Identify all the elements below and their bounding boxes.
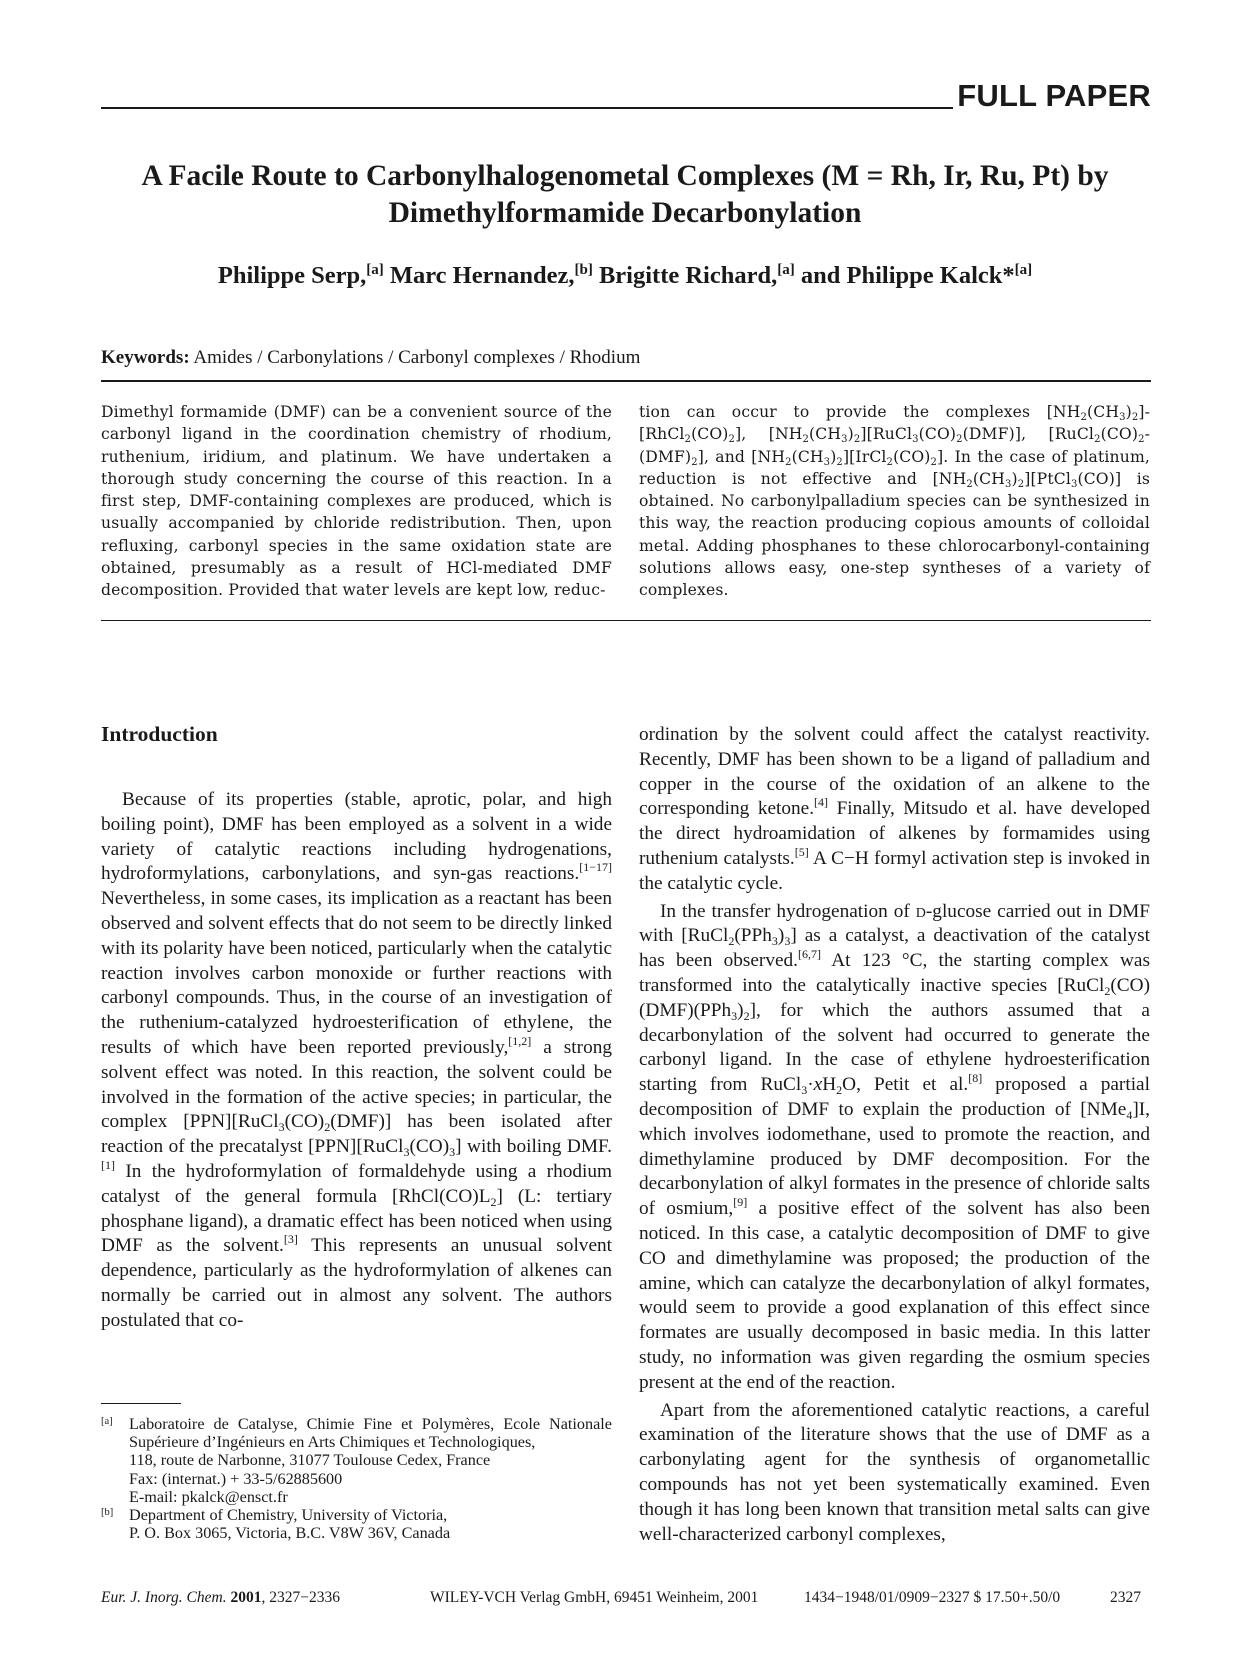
journal-name: Eur. J. Inorg. Chem. — [101, 1589, 227, 1606]
author-affiliation-mark: [a] — [366, 262, 384, 278]
footer-publisher: WILEY-VCH Verlag GmbH, 69451 Weinheim, 2001 — [430, 1589, 759, 1606]
footnote-mark: [b] — [101, 1507, 114, 1519]
article-type-label: FULL PAPER — [957, 78, 1151, 113]
formula: $RuCl_3\cdot xH_2O$ — [760, 1074, 857, 1098]
keywords-label: Keywords: — [101, 347, 190, 368]
abstract-left-column: Dimethyl formamide (DMF) can be a convenient source of the carbonyl ligand in the coordination chemistry of rhodium, ruthenium, iridium, and platinum. We have undertaken a thorough study concerning the course of this reaction. In a first step, DMF-containing complexes are produced, which is usually accompanied by chloride redistribution. Then, upon refluxing, carbonyl species in the same oxidation state are obtained, presumably as a result of HCl-mediated DMF decomposition. Provided that water levels are kept low, reduc- — [101, 403, 612, 600]
author-list — [95, 262, 1155, 290]
citation: [8] — [968, 1071, 983, 1086]
running-header — [101, 76, 1151, 116]
citation: [1−17] — [579, 860, 612, 875]
footnote-line: 118, route de Narbonne, 31077 Toulouse Cedex, France — [129, 1451, 491, 1470]
journal-year: 2001 — [230, 1589, 262, 1606]
footnote-email: E-mail: pkalck@ensct.fr — [129, 1487, 288, 1506]
title-line-2: Dimethylformamide Decarbonylation — [388, 197, 862, 229]
formula: $[RhCl(CO)L_2]$ — [391, 1185, 503, 1209]
author-affiliation-mark: [a] — [1014, 262, 1033, 278]
footnote-a — [101, 1415, 612, 1506]
footnote-line: Department of Chemistry, University of Victoria, — [129, 1506, 448, 1525]
formula: $[NH_2(CH_3)_2][PtCl_3(CO)]$ — [932, 469, 1122, 490]
body-left-column — [101, 788, 612, 1334]
author-affiliation-mark: [b] — [574, 262, 593, 278]
paragraph: Apart from the aforementioned catalytic reactions, a careful examination of the literature shows that the use of DMF as a carbonylating agent for the synthesis of organometallic compounds has not yet been systematically examined. Even though it has long been known that transition metal salts can give well-characterized carbonyl complexes, — [639, 1399, 1150, 1545]
abstract-text: and — [715, 447, 746, 466]
citation: [9] — [733, 1195, 748, 1210]
citation: [3] — [283, 1232, 298, 1247]
formula: $[NH_2(CH_3)_2][IrCl_2(CO)_2]$ — [751, 447, 944, 468]
footnote-b — [101, 1506, 612, 1542]
formula: $[PPN][RuCl_3(CO)_3]$ — [308, 1136, 462, 1160]
footnote-line: Laboratoire de Catalyse, Chimie Fine et Polymères, Ecole Nationale Supérieure d’Ingénieurs en Arts Chimiques et Technologiques, — [129, 1415, 612, 1452]
formula: $[NH_2(CH_3)_2][RuCl_3(CO)_2(DMF)]$ — [768, 425, 1022, 446]
footnote-line: P. O. Box 3065, Victoria, B.C. V8W 36V, Canada — [129, 1524, 451, 1543]
author-affiliation-mark: [a] — [777, 262, 795, 278]
author-name: Brigitte Richard, — [598, 262, 778, 289]
footnote-rule — [101, 1403, 181, 1404]
author-name: and Philippe Kalck* — [800, 262, 1015, 289]
abstract-text: is obtained. No carbonylpalladium species can be synthesized in this way, the reaction producing copious amounts of colloidal metal. Adding phosphanes to these chlorocarbonyl-containing solutions allows easy, one-step syntheses of a variety of complexes. — [639, 469, 1151, 600]
formula: $[PPN][RuCl_3(CO)_2(DMF)]$ — [183, 1111, 392, 1135]
citation: [6,7] — [798, 947, 821, 962]
abstract-text: tion can occur to provide the complexes — [639, 403, 1031, 421]
page-number: 2327 — [1110, 1589, 1141, 1606]
footer-issn-code: 1434−1948/01/0909−2327 $ 17.50+.50/0 — [804, 1589, 1061, 1606]
abstract-top-rule — [101, 380, 1151, 382]
author-name: Philippe Serp, — [217, 262, 367, 289]
affiliation-footnotes — [101, 1415, 612, 1542]
footnote-mark: [a] — [101, 1416, 113, 1427]
footer-citation — [101, 1589, 340, 1607]
formula: $[RuCl_2(PPh_3)_3]$ — [681, 925, 797, 949]
formula: [NMe$_4$]I — [1080, 1098, 1146, 1122]
author-name: Marc Hernandez, — [389, 262, 575, 289]
paragraph: Because of its properties (stable, aprotic, polar, and high boiling point), DMF has been employed as a solvent in a wide variety of catalytic reactions including hydrogenations, hydroformylations, carbonylations, and syn-gas reactions.[1−17] Nevertheless, in some cases, its implication as a reactant has been observed and solvent effects that do not seem to be directly linked with its polarity have been noticed, particularly when the catalytic reaction involves carbon monoxide or further reactions with carbonyl compounds. Thus, in the course of an investigation of the ruthenium-catalyzed hydroesterification of ethylene, the results of which have been reported previously,[1,2] a strong solvent effect was noted. In this reaction, the solvent could be involved in the formation of the active species; in particular, the complex $[PPN][RuCl_3(CO)_2(DMF)]$ has been isolated after reaction of the precatalyst $[PPN][RuCl_3(CO)_3]$ with boiling DMF.[1] In the hydroformylation of formaldehyde using a rhodium catalyst of the general formula $[RhCl(CO)L_2]$ (L: tertiary phosphane ligand), a dramatic effect has been noticed when using DMF as the solvent.[3] This represents an unusual solvent dependence, particularly as the hydroformylation of alkenes can normally be carried out in almost any solvent. The authors postulated that co- — [101, 789, 612, 1331]
formula: $[NH_2(CH_3)_2]-[RhCl_2(CO)_2]$ — [639, 403, 1150, 446]
citation: [5] — [794, 844, 809, 859]
paragraph: ordination by the solvent could affect the catalyst reactivity. Recently, DMF has been shown to be a ligand of palladium and copper in the course of the oxidation of an alkene to the corresponding ketone.[4] Finally, Mitsudo et al. have developed the direct hydroamidation of alkenes by formamides using ruthenium catalysts.[5] A C−H formyl activation step is invoked in the catalytic cycle. — [639, 724, 1150, 894]
section-heading-introduction: Introduction — [101, 722, 218, 746]
abstract-text: In the case of platinum, reduction is not effective and — [639, 447, 1150, 488]
title-line-1: A Facile Route to Carbonylhalogenometal Complexes (M = Rh, Ir, Ru, Pt) by — [141, 160, 1109, 192]
paper-title — [95, 158, 1155, 232]
keywords-text: Amides / Carbonylations / Carbonyl complexes / Rhodium — [193, 347, 641, 368]
keywords — [101, 347, 1151, 369]
citation: [1] — [101, 1157, 115, 1172]
journal-pages: , 2327−2336 — [261, 1589, 340, 1606]
footnote-line: Fax: (internat.) + 33-5/62885600 — [129, 1469, 343, 1488]
abstract-bottom-rule — [101, 620, 1151, 621]
citation: [1,2] — [508, 1033, 532, 1048]
formula: $[RuCl_2(CO)(DMF)(PPh_3)_2]$ — [639, 974, 1150, 1023]
body-right-column — [639, 723, 1150, 1547]
citation: [4] — [814, 795, 829, 810]
abstract-right-column: tion can occur to provide the complexes $[NH_2(CH_3)_2]-[RhCl_2(CO)_2]$, $[NH_2(CH_3)_2][RuCl_3(CO)_2(DMF)]$, $[RuCl_2(CO)_2-(DMF)_2]$, and $[NH_2(CH_3)_2][IrCl_2(CO)_2]$. In the case of platinum, reduction is not effective and $[NH_2(CH_3)_2][PtCl_3(CO)]$ is obtained. No carbonylpalladium species can be synthesized in this way, the reaction producing copious amounts of colloidal metal. Adding phosphanes to these chlorocarbonyl-containing solutions allows easy, one-step syntheses of a variety of complexes. — [639, 403, 1151, 600]
formula: $[RuCl_2(CO)_2-(DMF)_2]$ — [639, 425, 1151, 468]
header-rule — [101, 107, 953, 109]
paragraph: In the transfer hydrogenation of d-glucose carried out in DMF with $[RuCl_2(PPh_3)_3]$ as a catalyst, a deactivation of the catalyst has been observed.[6,7] At 123 °C, the starting complex was transformed into the catalytically inactive species $[RuCl_2(CO)(DMF)(PPh_3)_2]$, for which the authors assumed that a decarbonylation of the solvent had occurred to generate the carbonyl ligand. In the case of ethylene hydroesterification starting from $RuCl_3\cdot xH_2O$, Petit et al.[8] proposed a partial decomposition of DMF to explain the production of [NMe$_4$]I, which involves iodomethane, used to promote the reaction, and dimethylamine produced by DMF decomposition. For the decarbonylation of alkyl formates in the presence of chloride salts of osmium,[9] a positive effect of the solvent has also been noticed. In this case, a catalytic decomposition of DMF to give CO and dimethylamine was proposed; the production of the amine, which can catalyze the decarbonylation of alkyl formates, would seem to provide a good explanation of this effect since formates are usually decomposed in basic media. In this latter study, no information was given regarding the osmium species present at the end of the reaction. — [639, 900, 1151, 1393]
